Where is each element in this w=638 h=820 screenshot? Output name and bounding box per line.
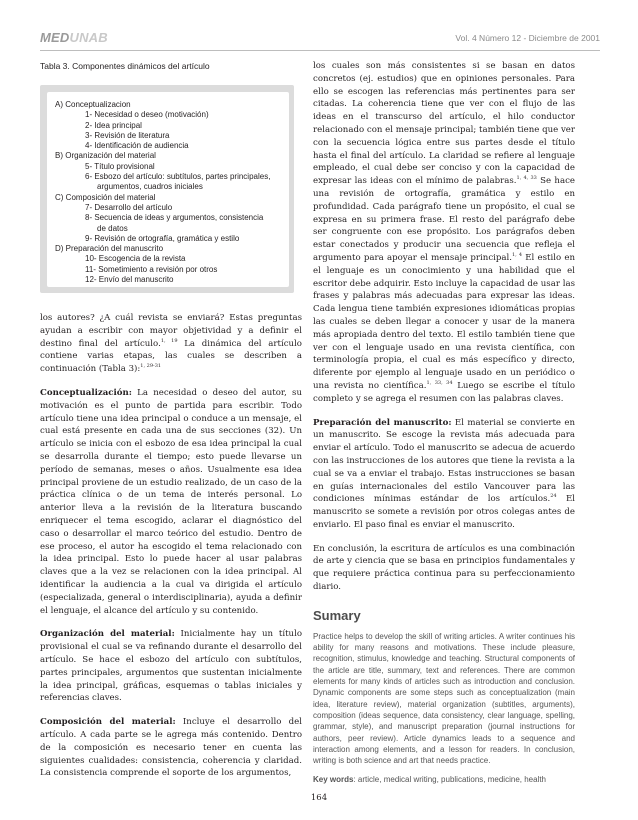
composition-heading: Composición del material: — [40, 717, 176, 728]
conclusion-paragraph: En conclusión, la escritura de artículos es una combinación de arte y ciencia que se basa en principios fundamentales y que requiere práctica continua para su perfeccionamiento diario. — [313, 543, 575, 593]
table-item: 9- Revisión de ortografía, gramática y estilo — [85, 233, 240, 243]
journal-logo: MEDUNAB — [40, 30, 108, 45]
table-item: 10- Escogencia de la revista — [85, 254, 186, 264]
keywords-label: Key words — [313, 775, 354, 785]
conceptualization-heading: Conceptualización: — [40, 387, 132, 398]
right-column — [313, 60, 575, 785]
table-3-box — [40, 85, 294, 293]
table-item: 1- Necesidad o deseo (motivación) — [85, 110, 209, 120]
table-caption: Tabla 3. Componentes dinámicos del artículo — [40, 61, 210, 71]
keywords: Key words: article, medical writing, publications, medicine, health — [313, 775, 547, 785]
table-section-heading: D) Preparación del manuscrito — [55, 244, 164, 254]
table-item: 5- Título provisional — [85, 161, 155, 171]
table-item: 3- Revisión de literatura — [85, 130, 170, 140]
table-3-content — [47, 92, 289, 287]
table-section-heading: A) Conceptualizacion — [55, 100, 131, 109]
page-number: 164 — [310, 793, 328, 803]
table-item: 2- Idea principal — [85, 120, 142, 130]
table-item: argumentos, cuadros iniciales — [97, 182, 203, 192]
table-item: 4- Identificación de audiencia — [85, 141, 189, 151]
organization-heading: Organización del material: — [40, 629, 175, 640]
consistency-paragraph: los cuales son más consistentes si se basan en datos concretos (ej. estudios) que en opiniones personales. Para ello se escogen las referencias más pertinentes para ser citadas. La coherencia tiene que ver con el flujo de las ideas en el transcurso del artículo, el hilo conductor relacionado con el mensaje principal; también tiene que ver con la secuencia lógica entre sus partes desde el título hasta el final del artículo. La claridad se refiere al lenguaje empleado, el cual debe ser conciso y con la capacidad de expresar las ideas con el mínimo de palabras.$^{1, 4, 33}$ Se hace una revisión de ortografía, gramática y estilo en profundidad. Cada parágrafo tiene un propósito, el cual se expresa en su primera frase. El resto del parágrafo debe ser congruente con ese propósito. Los parágrafos deben estar conectados y producir una secuencia que refleja el argumento para apoyar el mensaje principal.$^{1, 4}$ El estilo en el lenguaje es un conocimiento y una habilidad que el escritor debe adquirir. Esto incluye la capacidad de usar las frases y palabras más adecuadas para expresar las ideas. Cada lengua tiene también expresiones idiomáticas propias las cuales se deben llegar a conocer y usar de la manera más apropiada dentro del texto. El estilo también tiene que ver con el lenguaje usado en una revista científica, con terminología propia, el cual es más específico y directo, diferente por ejemplo al lenguaje usado en un periódico o una revista no científica.$^{1, 33, 34}$ Luego se escribe el título completo y se agrega el resumen con las palabras claves. — [313, 61, 576, 404]
manuscript-heading: Preparación del manuscrito: — [313, 417, 452, 428]
table-item: 7- Desarrollo del artículo — [85, 202, 173, 212]
table-item: 6- Esbozo del artículo: subtítulos, partes principales, — [85, 172, 271, 182]
table-section-heading: B) Organización del material — [55, 151, 156, 161]
summary-text: Practice helps to develop the skill of writing articles. A writer continues his ability for many reasons and motivations. These include pleasure, recognition, stimulus, knowledge and teaching. Structural components of the article are title, summary, text and references. There are common elements for many kinds of articles such as introduction and conclusion. Dynamic components are some steps such as conceptualization (main idea, literature review), material organization (subtitles, arguments), composition (ideas sequence, data consistency, clear language, spelling, grammar, style), and manuscript preparation (journal instructions for authors, peer review). Article dynamics leads to a sequence and interaction among elements, and a lesson for readers. In conclusion, writing is both science and art that needs practice. — [313, 631, 575, 766]
manuscript-paragraph: Preparación del manuscrito: El material se convierte en un manuscrito. Se escoge la revista más adecuada para enviar el artículo. Todo el manuscrito se adecua de acuerdo con las instrucciones de los autores que tiene la revista a la cual se va a enviar el trabajo. Estas instrucciones se basan en guías internacionales del estilo Vancouver para las condiciones mínimas estándar de los artículos.$^{24}$ El manuscrito se somete a revisión por otros colegas antes de enviarlo. El paso final es enviar el manuscrito. — [313, 417, 575, 530]
table-item: 11- Sometimiento a revisión por otros — [85, 264, 218, 274]
composition-paragraph: Composición del material: Incluye el desarrollo del artículo. A cada parte se le agrega más contenido. Dentro de la composición es necesario tener en cuenta las siguientes cualidades: consistencia, coherencia y claridad. La consistencia comprende el soporte de los argumentos, — [40, 717, 302, 779]
summary-heading: Sumary — [313, 607, 361, 623]
page-header — [40, 28, 600, 51]
issue-info: Vol. 4 Número 12 - Diciembre de 2001 — [455, 33, 600, 43]
organization-paragraph: Organización del material: Inicialmente hay un título provisional el cual se va refinando durante el desarrollo del artículo. Se hace el esbozo del artículo con subtítulos, partes principales, argumentos que sustentan inicialmente la idea principal, gráficas, esquemas o tablas iniciales y referencias claves. — [40, 629, 302, 704]
table-item: 8- Secuencia de ideas y argumentos, consistencia — [85, 213, 264, 223]
table-item: de datos — [97, 223, 128, 233]
left-column — [40, 60, 302, 780]
conceptualization-paragraph: Conceptualización: La necesidad o deseo del autor, su motivación es el punto de partida para escribir. Todo artículo tiene una idea principal o conduce a un mensaje, el cual está presente en cada una de sus secciones (32). Un artículo se inicia con el esbozo de esa idea principal la cual se desarrolla durante el tiempo; esto puede llevarse un período de semanas, meses o años. Usualmente esa idea principal proviene de un estudio realizado, de un caso de la práctica clínica o de un tema de interés personal. Lo anterior lleva a la revisión de la literatura buscando enriquecer el tema escogido, aclarar el diagnóstico del caso o desarrollar el marco teórico del estudio. Dentro de ese proceso, el autor ha escogido el tema relacionado con la idea principal. Esto lo puede hacer al usar palabras claves que a la vez se relacionen con la idea principal. Al identificar la audiencia a la cual va dirigida el artículo (especializada, general o interdisciplinaria), ayuda a definir el lenguaje, el alcance del artículo y su contenido. — [40, 387, 302, 616]
table-section-heading: C) Composición del material — [55, 192, 156, 202]
table-item: 12- Envío del manuscrito — [85, 275, 174, 285]
intro-paragraph: los autores? ¿A cuál revista se enviará? Estas preguntas ayudan a escribir con mayor objetividad y a definir el destino final del artículo.$^{1, 19}$ La dinámica del artículo contiene varias etapas, las cuales se describen a continuación (Tabla 3):$^{1, 29-31}$ — [40, 313, 302, 375]
